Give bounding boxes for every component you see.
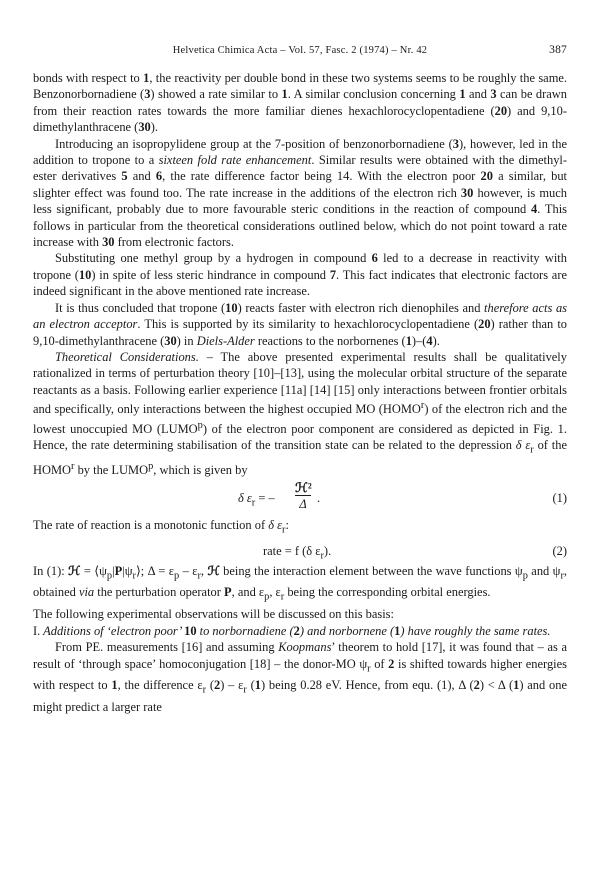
body-text	[33, 70, 567, 716]
paragraph: In (1): ℋ = $⟨\psi_p|P|\psi_r⟩$; $\Delta = \varepsilon_p - \varepsilon_r$, ℋ being the interaction element between the wave functions $\psi_p$ and $\psi_r$, obtained via the perturbation operator P, and $\varepsilon_p$, $\varepsilon_r$ being the corresponding orbital energies.	[33, 563, 568, 603]
equation-2: rate = f (δ $\varepsilon_r$). (2)	[263, 543, 567, 562]
journal-page	[33, 44, 567, 716]
list-item: I. Additions of ‘electron poor’ 10 to norbornadiene (2) and norbornene (1) have roughly the same rates.	[33, 623, 551, 638]
paragraph: From PE. measurements [16] and assuming Koopmans’ theorem to hold [17], it was found that – as a result of ‘through space’ homoconjugation [18] – the donor-MO $\psi_r$ of 2 is shifted towards higher energies with respect to 1, the difference $\varepsilon_r$ $(2) - \varepsilon_r$ (1) being 0.28 eV. Hence, from equ. (1), Δ (2) < Δ (1) and one might predict a larger rate	[33, 640, 568, 715]
equation-1: δ $\varepsilon_r$ = – ℋ² Δ . (1)	[238, 479, 567, 511]
paragraph: Substituting one methyl group by a hydrogen in compound 6 led to a decrease in reactivity with tropone (10) in spite of less steric hindrance in compound 7. This fact indicates that electronic factors are indeed significant in the above mentioned rate increase.	[33, 251, 567, 299]
equation-number: (1)	[552, 490, 567, 505]
page-number: 387	[549, 44, 567, 56]
paragraph: bonds with respect to 1, the reactivity per double bond in these two systems seems to be roughly the same. Benzonorbornadiene (3) showed a rate similar to 1. A similar conclusion concerning 1 and 3 can be drawn from their reaction rates towards the more familiar dienes hexachlorocyclopentadiene (20) and 9,10-dimethylanthracene (30).	[33, 71, 568, 135]
running-header	[33, 44, 567, 62]
paragraph-theoretical-considerations: Theoretical Considerations. – The above presented experimental results shall be qualitatively rationalized in terms of perturbation theory [10]–[13], using the molecular orbital structure of the separate reactants as a basis. Following earlier experience [11a] [14] [15] only interactions between frontier orbitals and specifically, only interactions between the highest occupied MO (HOMO$^r$) of the electron rich and the lowest unoccupied MO (LUMO$^p$) of the electron poor component are considered as depicted in Fig. 1. Hence, the rate determining stabilisation of the transition state can be related to the depression δ $\varepsilon_r$ of the HOMO$^r$ by the LUMO$^p$, which is given by	[33, 349, 567, 478]
paragraph: The rate of reaction is a monotonic function of δ $\varepsilon_r$:	[33, 517, 289, 536]
paragraph: The following experimental observations will be discussed on this basis:	[33, 607, 394, 622]
section-heading: Theoretical Considerations.	[55, 349, 199, 364]
fraction: ℋ² Δ	[295, 479, 312, 511]
paragraph: It is thus concluded that tropone (10) reacts faster with electron rich dienophiles and therefore acts as an electron acceptor. This is supported by its similarity to hexachlorocyclopentadiene (20) rather than to 9,10-dimethylanthracene (30) in Diels-Alder reactions to the norbornenes (1)–(4).	[33, 300, 568, 348]
journal-citation: Helvetica Chimica Acta – Vol. 57, Fasc. 2 (1974) – Nr. 42	[172, 45, 428, 56]
equation-number: (2)	[552, 543, 567, 558]
paragraph: Introducing an isopropylidene group at the 7-position of benzonorbornadiene (3), however, led in the addition to tropone to a sixteen fold rate enhancement. Similar results were obtained with the dimethyl-ester derivatives 5 and 6, the rate difference factor being 14. With the electron poor 20 a similar, but slighter effect was found too. The rate increase in the additions of the electron rich 30 however, is much less significant, probably due to more favourable steric conditions in the reaction of compound 4. This follows in particular from the theoretical considerations outlined below, which do not point toward a rate increase with 30 from electronic factors.	[33, 136, 568, 250]
